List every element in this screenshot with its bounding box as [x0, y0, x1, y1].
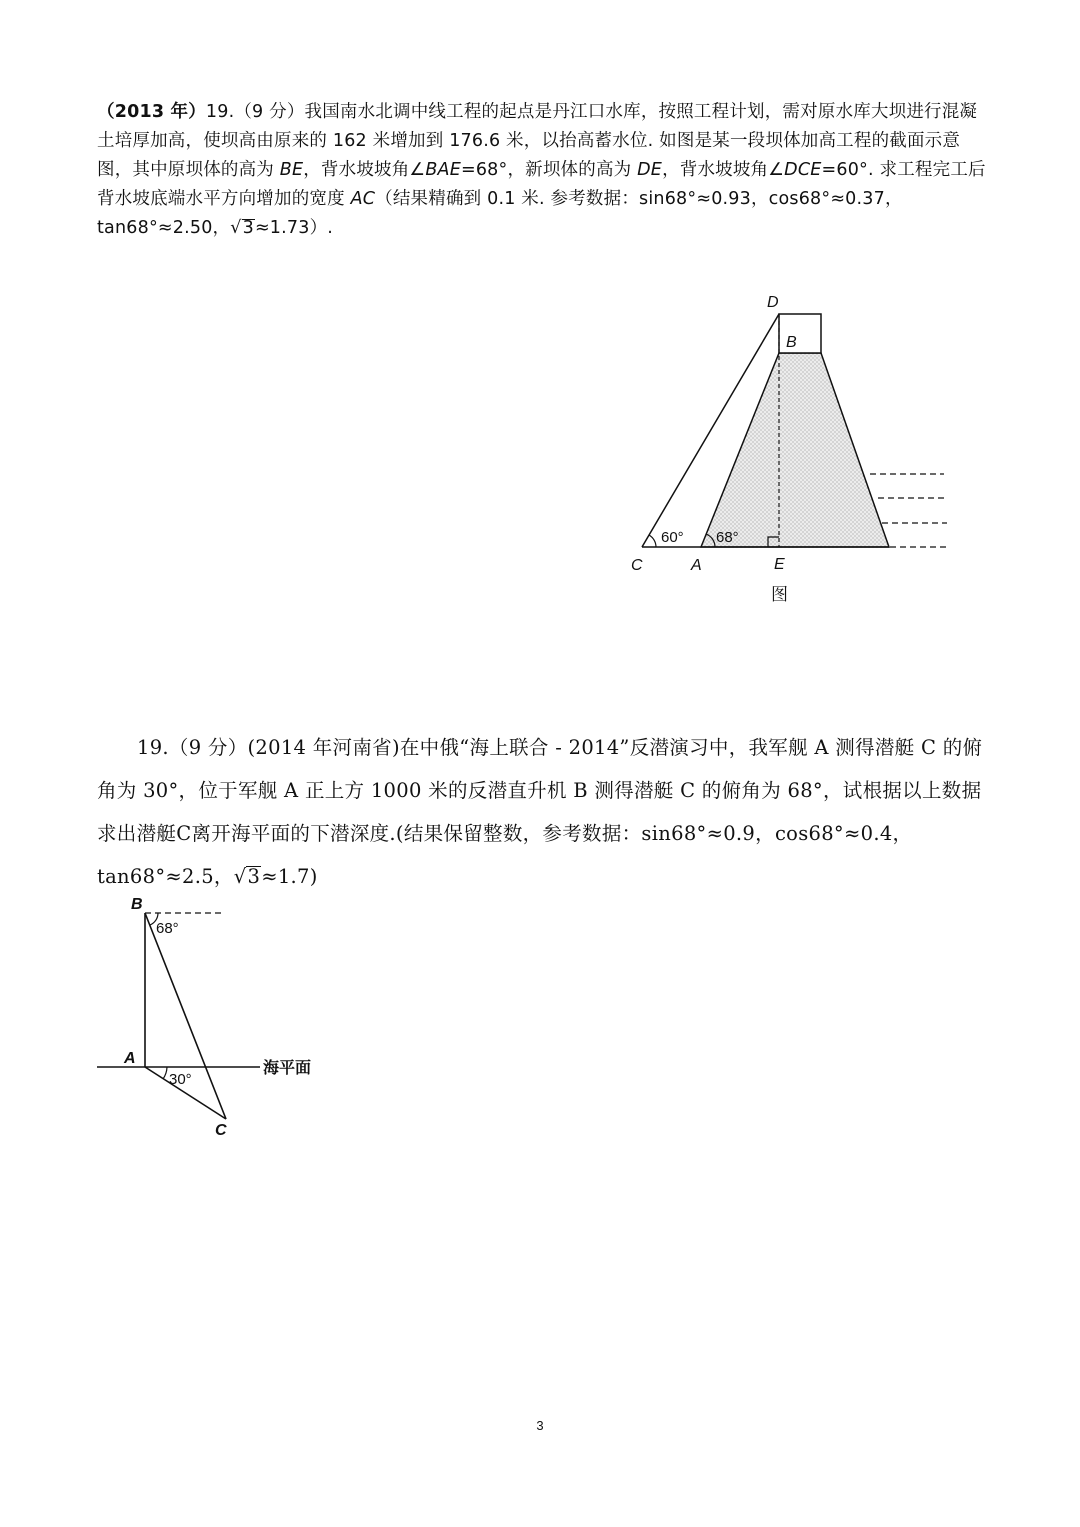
page-number: 3	[536, 1418, 544, 1433]
submarine-figure	[95, 893, 335, 1143]
var-de: DE	[637, 160, 663, 180]
dam-figure	[620, 285, 960, 615]
var-bae: BAE	[425, 160, 461, 180]
problem-2-text	[97, 726, 987, 898]
segment-bc	[145, 913, 226, 1119]
problem-1-text-c: =68°，新坝体的高为	[460, 160, 638, 180]
problem-1-text-g: ≈1.73）.	[254, 218, 334, 238]
angle-label-30: 30°	[169, 1071, 192, 1088]
sqrt-3: √3	[230, 218, 254, 238]
original-dam	[701, 353, 889, 547]
problem-1-text-b: ，背水坡坡角∠	[303, 160, 426, 180]
problem-2-text-a: 19.（9 分）(2014 年河南省)在中俄“海上联合 - 2014”反潜演习中，我军舰 A 测得潜艇 C 的俯角为 30°，位于军舰 A 正上方 1000 米的反潜直升机 B 测得潜艇 C 的俯角为 68°，试根据以上数据求出潜艇C离开海平面的下潜深度.(结果保留整数，参考数据：sin68°≈0.9，cos68°≈0.4，tan68°≈2.5，	[97, 736, 983, 888]
sqrt-3-b: √3	[233, 865, 261, 888]
label-a2: A	[124, 1050, 136, 1067]
year-tag: （2013 年）	[97, 102, 206, 122]
problem-1-text-e: =60°. 求工程完工后背水坡底端水平方向增加的宽度	[97, 160, 986, 209]
label-d: D	[767, 294, 779, 311]
angle-label-60: 60°	[661, 529, 684, 546]
var-ac: AC	[350, 189, 376, 209]
label-b2: B	[131, 896, 143, 913]
var-be: BE	[279, 160, 304, 180]
problem-2-text-b: ≈1.7)	[261, 865, 318, 888]
problem-1-text-a: 19.（9 分）我国南水北调中线工程的起点是丹江口水库，按照工程计划，需对原水库大坝进行混凝土培厚加高，使坝高由原来的 162 米增加到 176.6 米，以抬高蓄水位. 如图是某一段坝体加高工程的截面示意图，其中原坝体的高为	[97, 102, 978, 180]
angle-label-68: 68°	[716, 529, 739, 546]
problem-1-text-d: ，背水坡坡角∠	[662, 160, 785, 180]
angle-label-68b: 68°	[156, 920, 179, 937]
label-c2: C	[215, 1122, 227, 1139]
angle-arc-a2	[163, 1067, 167, 1079]
label-b: B	[786, 334, 797, 351]
label-a: A	[691, 557, 702, 574]
figure-caption: 图	[771, 585, 788, 605]
problem-1-text-f: （结果精确到 0.1 米. 参考数据：sin68°≈0.93，cos68°≈0.37，tan68°≈2.50，	[97, 189, 903, 238]
angle-arc-c	[649, 535, 656, 547]
sea-level-label: 海平面	[263, 1058, 312, 1077]
label-e: E	[774, 556, 785, 573]
problem-1-text	[97, 98, 987, 243]
label-c: C	[631, 557, 643, 574]
var-dce: DCE	[784, 160, 822, 180]
